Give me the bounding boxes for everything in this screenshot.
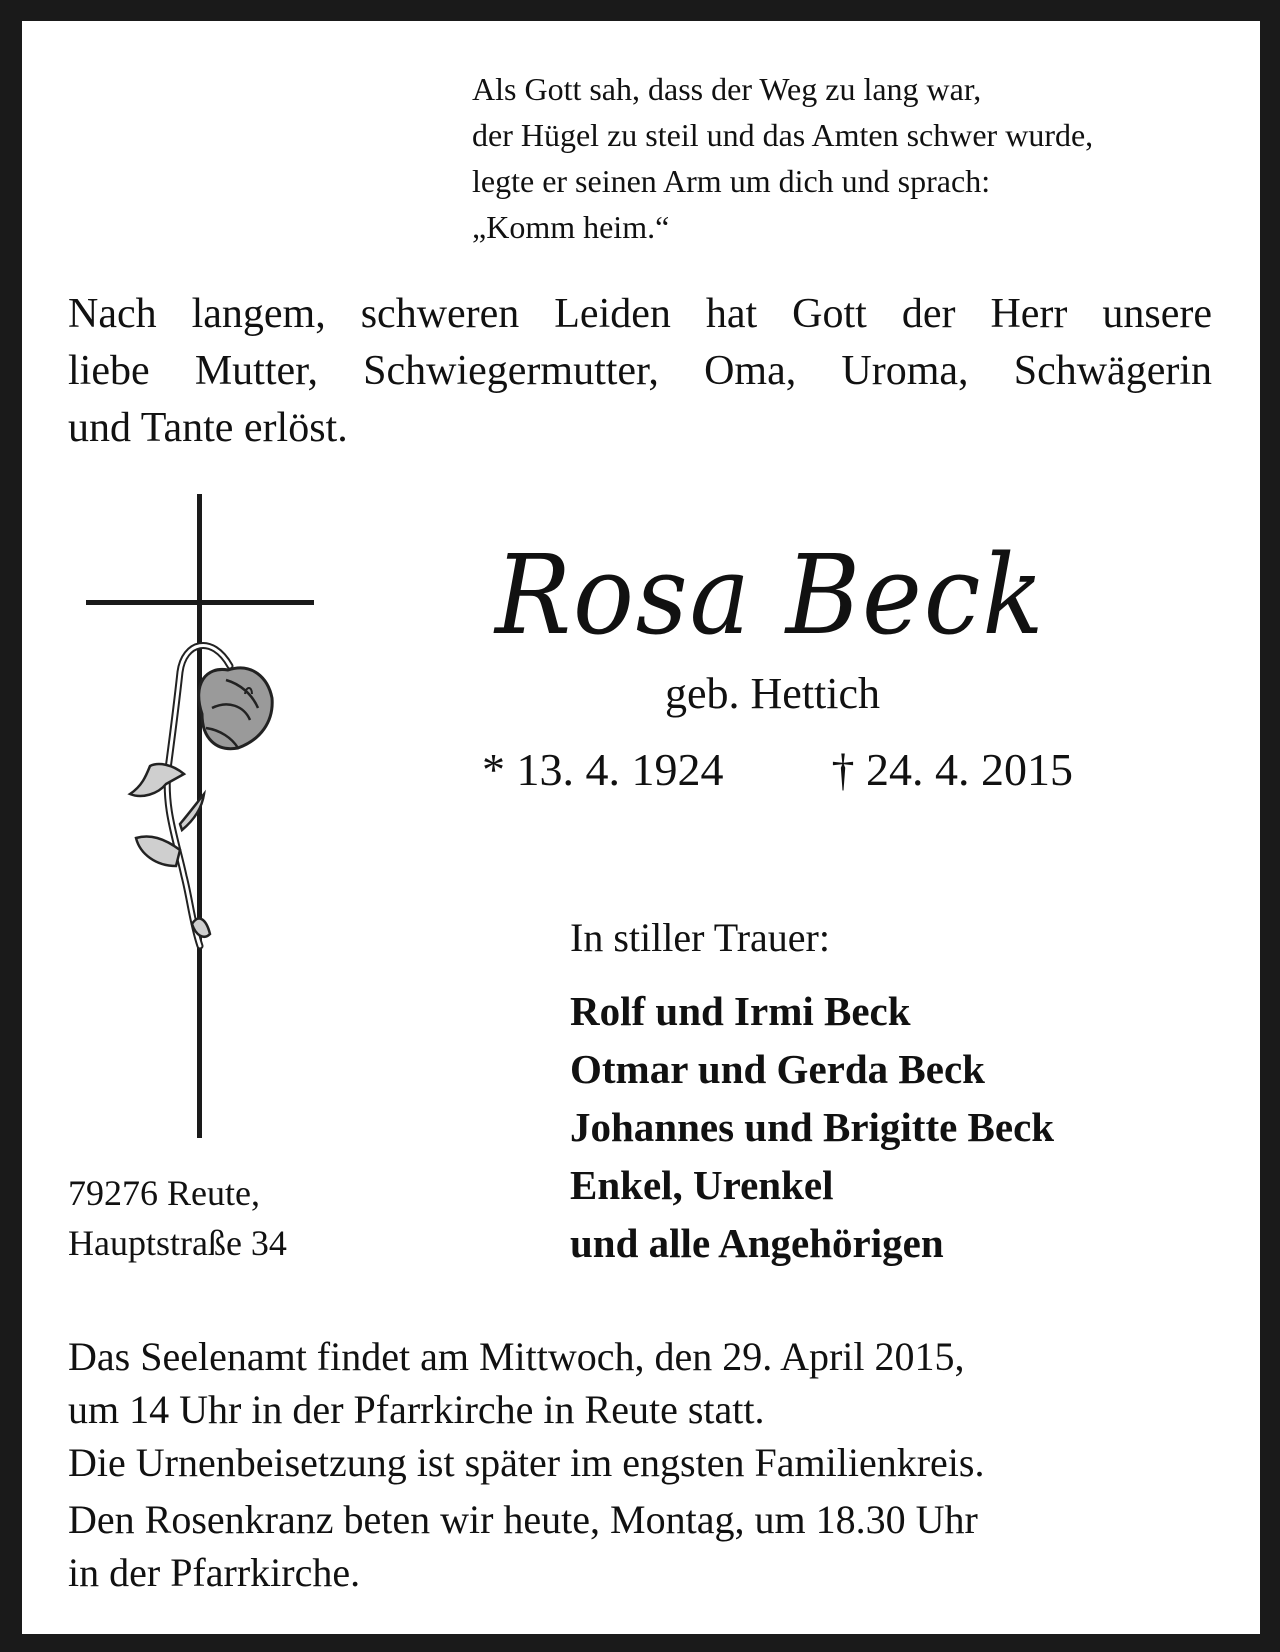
intro-line: und Tante erlöst. bbox=[68, 405, 348, 451]
rosary-line: Den Rosenkranz beten wir heute, Montag, um 18.30 Uhr bbox=[68, 1497, 978, 1542]
death-date: † 24. 4. 2015 bbox=[831, 744, 1073, 795]
address-line: Hauptstraße 34 bbox=[68, 1223, 287, 1263]
service-info bbox=[68, 1330, 1228, 1599]
service-line: um 14 Uhr in der Pfarrkirche in Reute statt. bbox=[68, 1387, 765, 1432]
address-line: 79276 Reute, bbox=[68, 1173, 260, 1213]
maiden-name: geb. Hettich bbox=[665, 669, 881, 718]
rosary-line: in der Pfarrkirche. bbox=[68, 1550, 361, 1595]
mourning-heading: In stiller Trauer: bbox=[570, 915, 830, 960]
poem-line: Als Gott sah, dass der Weg zu lang war, bbox=[472, 71, 982, 107]
poem-line: der Hügel zu steil und das Amten schwer wurde, bbox=[472, 117, 1094, 153]
intro-line: liebe Mutter, Schwiegermutter, Oma, Uroma, Schwägerin bbox=[68, 348, 1212, 394]
service-line: Das Seelenamt findet am Mittwoch, den 29. April 2015, bbox=[68, 1334, 965, 1379]
address bbox=[68, 1168, 287, 1268]
deceased-name: Rosa Beck bbox=[495, 531, 1046, 659]
mourners-list bbox=[570, 982, 1054, 1272]
poem-line: legte er seinen Arm um dich und sprach: bbox=[472, 163, 991, 199]
intro-line: Nach langem, schweren Leiden hat Gott der Herr unsere bbox=[68, 291, 1212, 337]
mourner-name: Rolf und Irmi Beck bbox=[570, 988, 911, 1034]
birth-date: * 13. 4. 1924 bbox=[482, 744, 724, 795]
poem-line: „Komm heim.“ bbox=[472, 209, 670, 245]
poem bbox=[472, 66, 1232, 250]
life-dates bbox=[482, 742, 1073, 798]
mourner-name: Johannes und Brigitte Beck bbox=[570, 1104, 1055, 1150]
mourner-name: Otmar und Gerda Beck bbox=[570, 1046, 985, 1092]
cross-icon bbox=[80, 494, 320, 1154]
mourner-name: Enkel, Urenkel bbox=[570, 1162, 834, 1208]
mourner-name: und alle Angehörigen bbox=[570, 1220, 944, 1266]
service-line: Die Urnenbeisetzung ist später im engsten Familienkreis. bbox=[68, 1440, 985, 1485]
intro-text bbox=[68, 286, 1212, 457]
